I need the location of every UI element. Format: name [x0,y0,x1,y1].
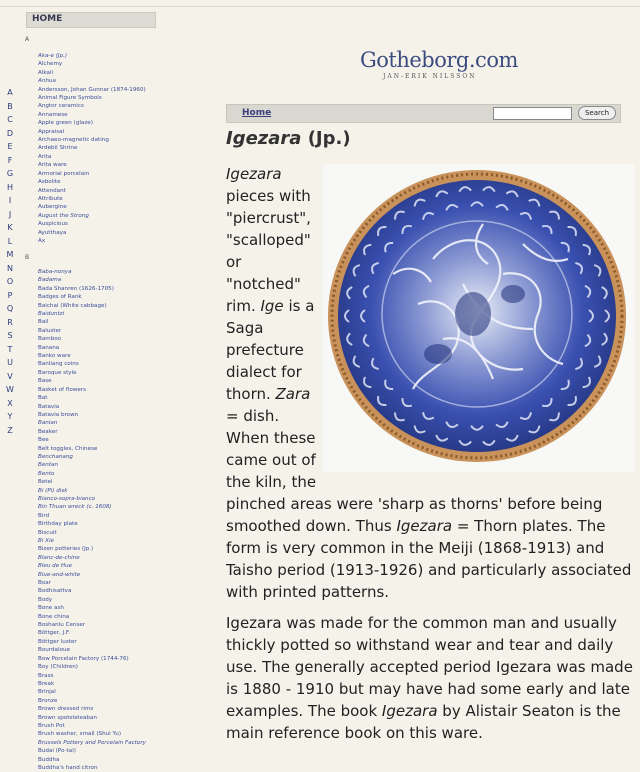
az-link-m[interactable]: M [6,250,14,259]
az-link-l[interactable]: L [7,236,13,246]
glossary-link[interactable]: Anhua [38,78,56,85]
glossary-link[interactable]: Badges of Rank [38,294,82,301]
glossary-link[interactable]: Baluster [38,327,62,334]
glossary-link[interactable]: Bamboo [38,336,62,343]
az-link-s[interactable]: S [7,331,13,340]
article-paragraph-1-cont [226,493,634,603]
glossary-link[interactable]: Annamese [38,111,68,118]
glossary-link[interactable]: Apple green (glaze) [38,120,93,127]
site-logo[interactable] [360,48,518,80]
glossary-link[interactable]: Bail [38,319,49,326]
az-link-h[interactable]: H [6,182,13,192]
glossary-link[interactable]: Banian [38,420,58,427]
glossary-link[interactable]: Auspicious [38,221,68,228]
logo-title: Gotheborg.com [360,48,518,72]
glossary-link[interactable]: Bi Xie [38,538,54,544]
az-link-b[interactable]: B [7,101,13,111]
az-link-j[interactable]: J [8,209,12,219]
glossary-link[interactable]: Birthday plate [38,521,78,528]
glossary-list-a [38,52,146,245]
search-button[interactable]: Search [578,106,616,120]
glossary-link[interactable]: Boar [38,580,51,587]
glossary-link[interactable]: Armorial porcelain [38,170,90,177]
sidebar [0,0,215,770]
nav-home-link[interactable]: Home [242,108,272,118]
glossary-link[interactable]: Bone ash [38,605,64,612]
glossary-link[interactable]: Brown spotsteleaban [38,714,97,721]
emphasis-term: Igezara [396,517,453,535]
az-link-p[interactable]: P [7,290,13,300]
glossary-link[interactable]: Blue-and-white [38,571,81,578]
glossary-link[interactable]: Banko ware [38,353,71,360]
article-paragraph-1 [226,163,318,493]
glossary-link[interactable]: Bat [38,395,48,402]
logo-subtitle: JAN-ERIK NILSSON [383,73,477,80]
text-run: by Alistair Seaton is the main reference book on this ware. [226,702,621,742]
glossary-link[interactable]: Bow Porcelain Factory (1744-76) [38,655,129,662]
glossary-link[interactable]: Body [38,596,53,603]
page-title [226,128,351,149]
glossary-link[interactable]: Blanc-de-chine [38,554,80,561]
page-title-term: Igezara [226,128,302,149]
glossary-link[interactable]: Brush Pot [38,722,65,729]
glossary-link[interactable]: Angtor ceramics [38,103,84,110]
glossary-link[interactable]: Break [38,680,55,687]
glossary-link[interactable]: Boy (Children) [38,664,78,671]
glossary-link[interactable]: Bone china [38,613,70,620]
glossary-link[interactable]: Batavia [38,403,60,410]
glossary-list-b [38,268,146,772]
emphasis-term: Ige [260,297,284,315]
az-link-f[interactable]: F [7,155,13,165]
az-link-g[interactable]: G [6,169,14,178]
az-link-w[interactable]: W [6,385,14,394]
emphasis-term: Igezara [226,165,282,183]
glossary-link[interactable]: Böttger luster [38,638,77,645]
az-link-r[interactable]: R [7,317,13,327]
glossary-link[interactable]: Bee [38,437,49,444]
glossary-link[interactable]: Benchanang [38,453,73,460]
glossary-link[interactable]: Baichai (White cabbage) [38,302,107,309]
glossary-link[interactable]: Aubergine [38,204,67,211]
glossary-link[interactable]: Alchemy [38,61,63,68]
az-link-o[interactable]: O [6,277,14,286]
glossary-link[interactable]: Baroque style [38,369,77,376]
glossary-link[interactable]: Brussels Pottery and Porcelain Factory [38,739,146,746]
glossary-link[interactable]: Batavia brown [38,411,79,418]
az-link-e[interactable]: E [7,142,13,151]
text-run: = Thorn plates. The form is very common in the Meiji (1868-1913) and Taisho period (1913-1926) and particularly associated with printed patterns. [226,517,632,601]
text-run: Igezara was made for the common man and usually thickly potted so withstand wear and tear and daily use. The generally accepted period Igezara was made is 1880 - 1910 but may have had some early and late examples. The book [226,614,633,720]
az-link-a[interactable]: A [7,88,13,97]
article-paragraph-2 [226,612,634,744]
glossary-link[interactable]: Appraisal [38,128,65,135]
glossary-link[interactable]: Attendant [38,187,66,194]
section-letter-b: B [25,254,30,261]
glossary-link[interactable]: Brass [38,672,54,679]
sidebar-home-link[interactable]: HOME [26,12,156,28]
glossary-link[interactable]: Brown dressed rims [38,706,94,713]
glossary-link[interactable]: Belt toggles, Chinese [38,445,98,452]
glossary-link[interactable]: Bleu de Hue [38,563,73,570]
az-link-i[interactable]: I [8,196,12,205]
az-link-d[interactable]: D [6,128,14,138]
article-intro-column [226,163,318,493]
glossary-link[interactable]: Badama [38,277,62,284]
az-link-k[interactable]: K [7,223,13,232]
az-link-y[interactable]: Y [7,412,13,421]
az-link-t[interactable]: T [7,344,13,354]
az-link-v[interactable]: V [7,371,13,381]
az-link-q[interactable]: Q [6,304,14,313]
glossary-link[interactable]: Beaker [38,428,58,435]
section-letter-a: A [25,36,30,43]
glossary-link[interactable]: Baba-nonya [38,269,72,275]
glossary-link[interactable]: Bourdaloue [38,647,70,654]
glossary-link[interactable]: Bird [38,512,50,519]
glossary-link[interactable]: Banana [38,344,60,351]
text-run: pieces with "piercrust", "scalloped" or "notched" rim. [226,187,311,315]
glossary-link[interactable]: Bianco-sopra-bianco [38,495,96,502]
article-body [226,163,634,744]
glossary-link[interactable]: Bin Thuan wreck (c. 1608) [38,504,112,511]
glossary-link[interactable]: Banliang coins [38,361,79,368]
glossary-link[interactable]: Animal Figure Symbols [38,95,102,102]
glossary-link[interactable]: Baiduntzi [38,311,65,318]
az-link-x[interactable]: X [7,398,13,408]
text-run: is a Saga prefecture dialect for thorn. [226,297,315,403]
glossary-link[interactable]: Bi (Pi) disk [38,487,68,494]
glossary-link[interactable]: Boshanlu Censer [38,622,86,629]
glossary-link[interactable]: Böttger, J.F. [38,630,71,637]
glossary-link[interactable]: Arita [38,153,52,160]
glossary-link[interactable]: Ax [38,237,46,244]
glossary-link[interactable]: August the Strong [38,212,89,219]
glossary-link[interactable]: Base [38,378,52,385]
glossary-link[interactable]: Bizen potteries (Jp.) [38,546,94,553]
glossary-link[interactable]: Betel [38,479,53,486]
glossary-link[interactable]: Brinjal [38,689,56,696]
glossary-link[interactable]: Basket of flowers [38,386,86,393]
glossary-link[interactable]: Buddha's hand citron [38,764,98,771]
glossary-link[interactable]: Brush washer, small (Shui Yu) [38,731,122,738]
text-run: = dish. When these came out of the kiln, the [226,407,317,491]
glossary-link[interactable]: Attribute [38,195,63,202]
glossary-link[interactable]: Bronze [38,697,58,704]
glossary-link[interactable]: Ayutthaya [38,229,67,236]
emphasis-term: Zara [275,385,311,403]
glossary-link[interactable]: Bada Shanren (1626-1705) [38,285,114,292]
az-link-u[interactable]: U [7,358,13,367]
glossary-link[interactable]: Archaeo-magnetic dating [38,137,109,144]
glossary-link[interactable]: Bentan [38,462,58,469]
top-nav-bar [226,104,621,123]
glossary-link[interactable]: Asbolite [38,179,61,186]
glossary-link[interactable]: Alkali [38,69,54,76]
glossary-link[interactable]: Buddha [38,756,60,763]
search-input[interactable] [493,107,572,120]
glossary-link[interactable]: Bento [38,470,55,477]
glossary-link[interactable]: Biscuit [38,529,57,536]
glossary-link[interactable]: Andersson, Johan Gunnar (1874-1960) [38,86,146,93]
glossary-link[interactable]: Budai (Po-tai) [38,748,76,755]
glossary-link[interactable]: Ardebil Shrine [38,145,78,152]
page-title-origin: (Jp.) [301,128,351,149]
az-link-z[interactable]: Z [7,425,13,435]
text-run: pinched areas were 'sharp as thorns' before being smoothed down. Thus [226,495,603,535]
glossary-link[interactable]: Arita ware [38,162,67,169]
glossary-link[interactable]: Bodhisattva [38,588,72,595]
az-link-n[interactable]: N [7,263,13,273]
emphasis-term: Igezara [381,702,438,720]
glossary-link[interactable]: Aka-e (Jp.) [38,53,68,59]
az-link-c[interactable]: C [7,115,13,124]
